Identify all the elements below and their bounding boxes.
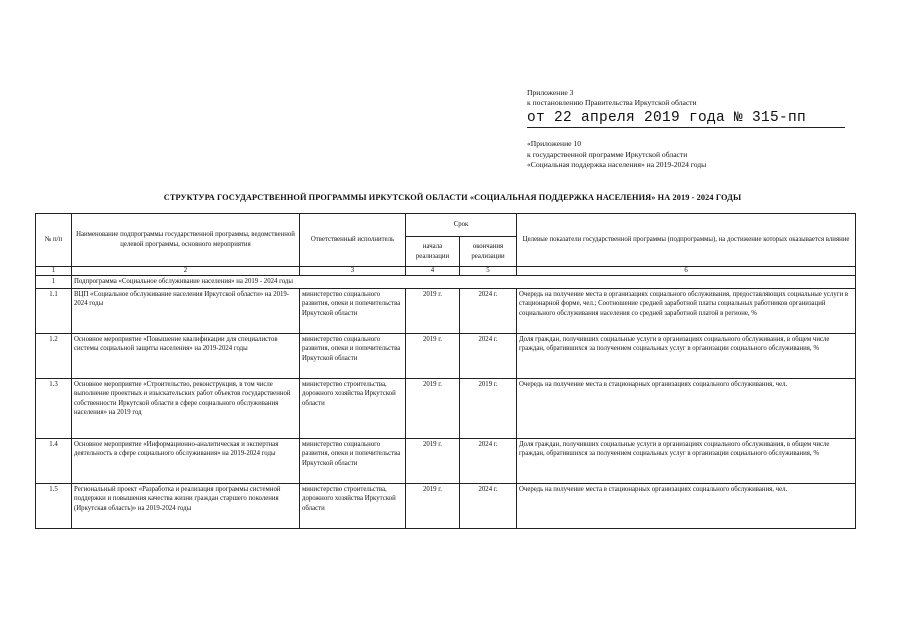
subprogram-title: Подпрограмма «Социальное обслуживание населения» на 2019 - 2024 годы bbox=[72, 276, 856, 289]
col-number: 3 bbox=[300, 267, 406, 276]
row-end: 2024 г. bbox=[460, 288, 517, 333]
row-end: 2024 г. bbox=[460, 483, 517, 528]
row-num: 1.4 bbox=[36, 438, 72, 483]
row-name: Основное мероприятие «Информационно-аналитическая и экспертная деятельность в сфере социального обслуживания» на 2019-2024 годы bbox=[72, 438, 300, 483]
row-start: 2019 г. bbox=[406, 333, 460, 378]
row-executor: министерство строительства, дорожного хозяйства Иркутской области bbox=[300, 483, 406, 528]
row-num: 1.5 bbox=[36, 483, 72, 528]
header-num: № п/п bbox=[36, 214, 72, 267]
row-name: Основное мероприятие «Повышение квалификации для специалистов системы социальной защиты населения» на 2019-2024 годы bbox=[72, 333, 300, 378]
row-end: 2024 г. bbox=[460, 333, 517, 378]
row-targets: Очередь на получение места в стационарных организациях социального обслуживания, чел. bbox=[517, 483, 856, 528]
header-row bbox=[36, 214, 856, 237]
row-num: 1.1 bbox=[36, 288, 72, 333]
column-number-row bbox=[36, 267, 856, 276]
row-start: 2019 г. bbox=[406, 438, 460, 483]
row-start: 2019 г. bbox=[406, 483, 460, 528]
annex-to-label: к государственной программе Иркутской области bbox=[527, 149, 688, 159]
annex-label: «Приложение 10 bbox=[527, 139, 582, 148]
appendix-label: Приложение 3 bbox=[527, 88, 574, 97]
table-row bbox=[36, 333, 856, 378]
decree-date-line: от 22 апреля 2019 года № 315-пп bbox=[527, 110, 845, 128]
row-executor: министерство социального развития, опеки и попечительства Иркутской области bbox=[300, 288, 406, 333]
header-name: Наименование подпрограммы государственной программы, ведомственной целевой программы, основного мероприятия bbox=[72, 214, 300, 267]
row-name: Региональный проект «Разработка и реализация программы системной поддержки и повышения качества жизни граждан старшего поколения (Иркутская область)» на 2019-2024 годы bbox=[72, 483, 300, 528]
row-end: 2024 г. bbox=[460, 438, 517, 483]
row-executor: министерство строительства, дорожного хозяйства Иркутской области bbox=[300, 378, 406, 438]
table-row bbox=[36, 483, 856, 528]
subprogram-num: 1 bbox=[36, 276, 72, 289]
table-row bbox=[36, 438, 856, 483]
col-number: 5 bbox=[460, 267, 517, 276]
table-row bbox=[36, 288, 856, 333]
row-end: 2019 г. bbox=[460, 378, 517, 438]
decree-label: к постановлению Правительства Иркутской области bbox=[527, 98, 697, 107]
structure-table bbox=[35, 213, 856, 529]
row-targets: Доля граждан, получивших социальные услуги в организациях социального обслуживания, в общем числе граждан, обратившихся за получением социальных услуг в организации социального обслуживания, % bbox=[517, 438, 856, 483]
header-start: начала реализации bbox=[406, 237, 460, 267]
row-executor: министерство социального развития, опеки и попечительства Иркутской области bbox=[300, 438, 406, 483]
header-executor: Ответственный исполнитель bbox=[300, 214, 406, 267]
table-row bbox=[36, 378, 856, 438]
subprogram-row bbox=[36, 276, 856, 289]
row-start: 2019 г. bbox=[406, 378, 460, 438]
header-targets: Целевые показатели государственной программы (подпрограммы), на достижение которых оказывается влияние bbox=[517, 214, 856, 267]
row-num: 1.3 bbox=[36, 378, 72, 438]
program-label: «Социальная поддержка населения» на 2019-2024 годы bbox=[527, 160, 707, 169]
row-start: 2019 г. bbox=[406, 288, 460, 333]
header-term: Срок bbox=[406, 214, 517, 237]
row-targets: Очередь на получение места в организациях социального обслуживания, предоставляющих социальные услуги в стационарной форме, чел.; Соотношение средней заработной платы социальных работников организаций социального обслуживания населения со средней заработной платой в регионе, % bbox=[517, 288, 856, 333]
approval-header bbox=[527, 88, 697, 108]
col-number: 4 bbox=[406, 267, 460, 276]
annex-block bbox=[527, 139, 706, 171]
row-targets: Доля граждан, получивших социальные услуги в организациях социального обслуживания, в общем числе граждан, обратившихся за получением социальных услуг в организации социального обслуживания, % bbox=[517, 333, 856, 378]
col-number: 2 bbox=[72, 267, 300, 276]
col-number: 1 bbox=[36, 267, 72, 276]
document-title: СТРУКТУРА ГОСУДАРСТВЕННОЙ ПРОГРАММЫ ИРКУТСКОЙ ОБЛАСТИ «СОЦИАЛЬНАЯ ПОДДЕРЖКА НАСЕЛЕНИЯ» НА 2019 - 2024 ГОДЫ bbox=[163, 193, 742, 202]
row-name: Основное мероприятие «Строительство, реконструкция, в том числе выполнение проектных и изыскательских работ объектов государственной собственности Иркутской области в сфере социального обслуживания населения» на 2019 год bbox=[72, 378, 300, 438]
row-targets: Очередь на получение места в стационарных организациях социального обслуживания, чел. bbox=[517, 378, 856, 438]
col-number: 6 bbox=[517, 267, 856, 276]
row-name: ВЦП «Социальное обслуживание населения Иркутской области» на 2019-2024 годы bbox=[72, 288, 300, 333]
row-executor: министерство социального развития, опеки и попечительства Иркутской области bbox=[300, 333, 406, 378]
header-end: окончания реализации bbox=[460, 237, 517, 267]
row-num: 1.2 bbox=[36, 333, 72, 378]
